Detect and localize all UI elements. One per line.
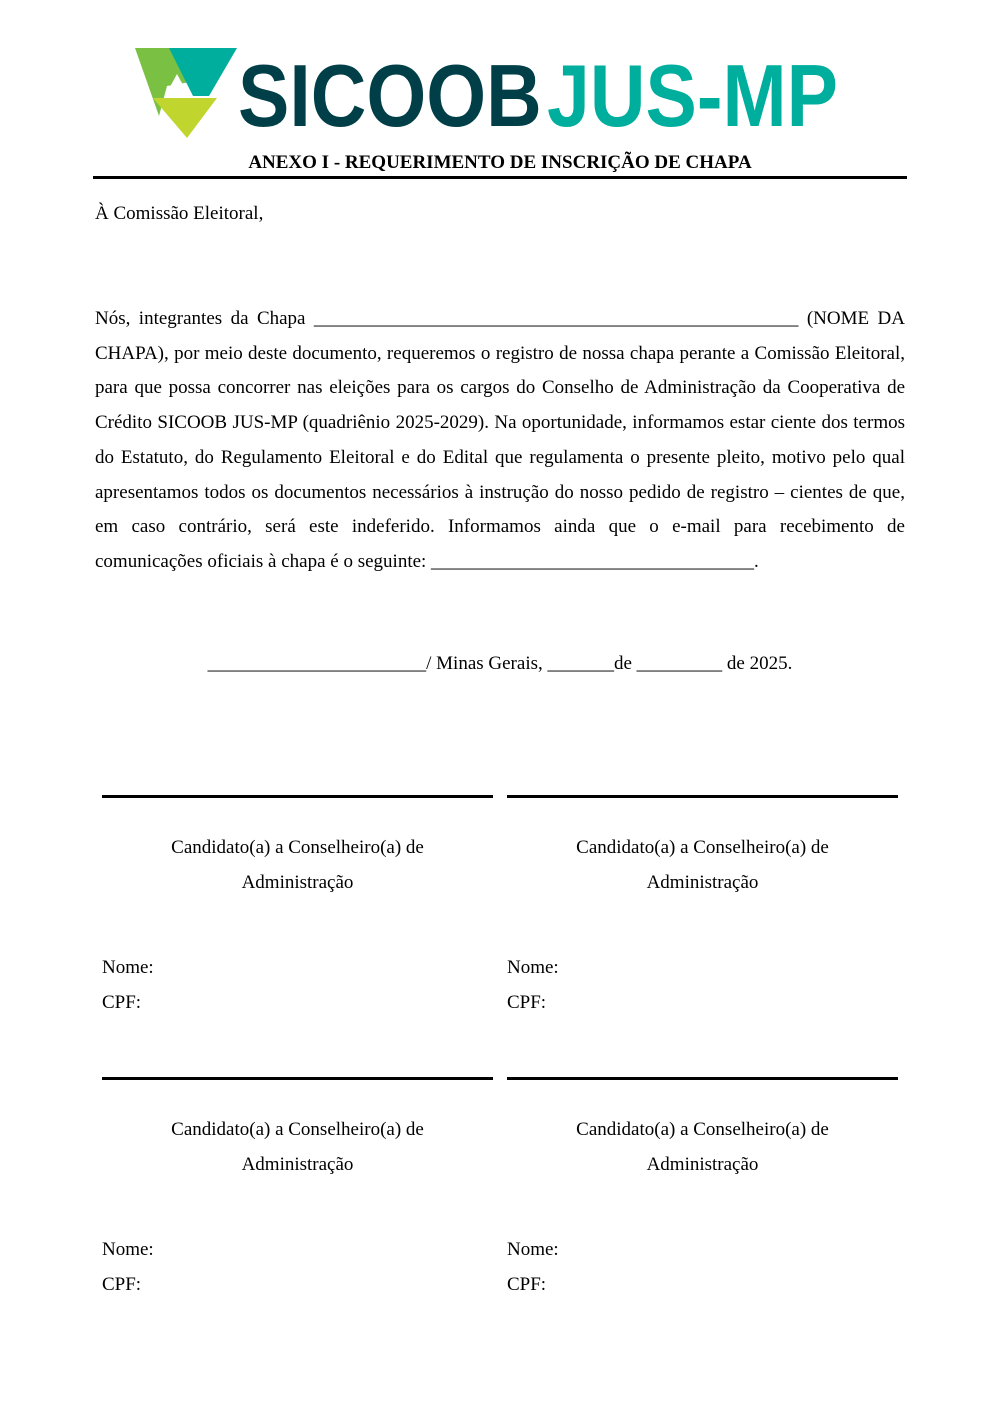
signature-role: Candidato(a) a Conselheiro(a) de Administração <box>576 1119 829 1175</box>
cpf-label: CPF: <box>102 1273 142 1295</box>
cpf-label: CPF: <box>507 991 547 1013</box>
signature-role: Candidato(a) a Conselheiro(a) de Administração <box>576 837 829 893</box>
document-title: ANEXO I - REQUERIMENTO DE INSCRIÇÃO DE CHAPA <box>248 152 752 173</box>
sicoob-jus-mp-logo <box>135 44 880 145</box>
signature-role: Candidato(a) a Conselheiro(a) de Administração <box>171 1119 424 1175</box>
signature-line <box>507 795 898 798</box>
request-paragraph: Nós, integrantes da Chapa ___________________________________________________ (NOME DA CHAPA), por meio deste documento, requeremos o registro de nossa chapa perante a Comissão Eleitoral, para que possa concorrer nas eleições para os cargos do Conselho de Administração da Cooperativa de Crédito SICOOB JUS-MP (quadriênio 2025-2029). Na oportunidade, informamos estar ciente dos termos do Estatuto, do Regulamento Eleitoral e do Edital que regulamenta o presente pleito, motivo pelo qual apresentamos todos os documentos necessários à instrução do nosso pedido de registro – cientes de que, em caso contrário, será este indeferido. Informamos ainda que o e-mail para recebimento de comunicações oficiais à chapa é o seguinte: __________________________________. <box>95 308 905 572</box>
signature-block <box>102 1077 493 1302</box>
greeting: À Comissão Eleitoral, <box>95 203 264 224</box>
logo-text-jus-mp: JUS-MP <box>547 46 880 145</box>
logo-text-sicoob: SICOOB <box>238 46 586 145</box>
name-label: Nome: <box>102 957 154 978</box>
cpf-label: CPF: <box>507 1273 547 1295</box>
signature-line <box>102 795 493 798</box>
signature-block <box>507 1077 898 1302</box>
cpf-label: CPF: <box>102 991 142 1013</box>
signature-block <box>507 795 898 1020</box>
name-label: Nome: <box>507 1239 559 1260</box>
name-label: Nome: <box>102 1239 154 1260</box>
title-divider <box>93 176 907 179</box>
date-line: _______________________/ Minas Gerais, _______de _________ de 2025. <box>207 653 793 674</box>
name-label: Nome: <box>507 957 559 978</box>
signature-line <box>102 1077 493 1080</box>
svg-text:SICOOBJUS-MP <box>238 46 880 145</box>
logo-triangle-icon <box>135 48 237 138</box>
signature-block <box>102 795 493 1020</box>
signature-line <box>507 1077 898 1080</box>
signature-role: Candidato(a) a Conselheiro(a) de Administração <box>171 837 424 893</box>
